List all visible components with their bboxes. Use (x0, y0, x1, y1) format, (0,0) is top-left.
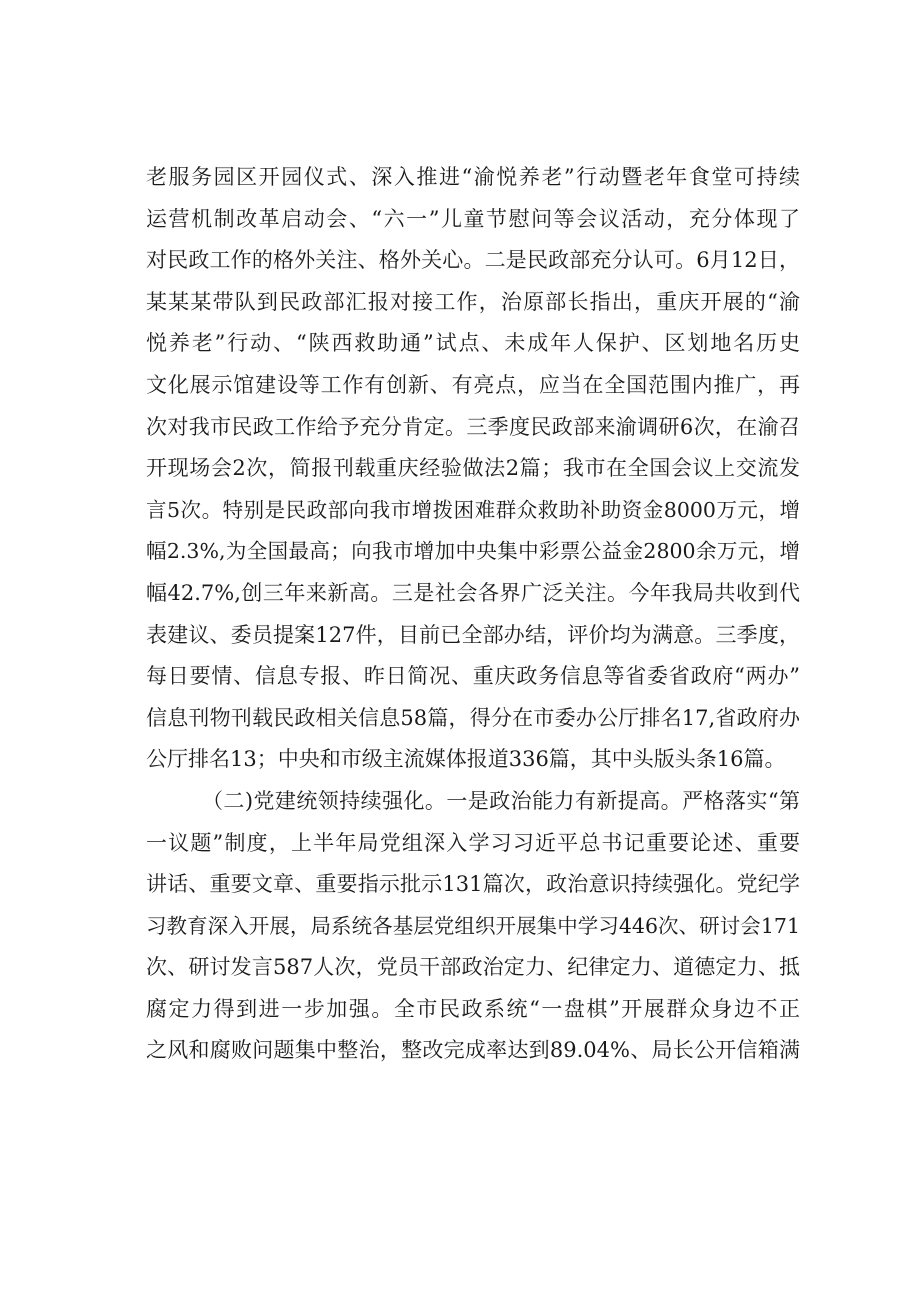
text-line: 对民政工作的格外关注、格外关心。二是民政部充分认可。6月12日， (146, 248, 800, 273)
text-line: 幅2.3%,为全国最高；向我市增加中央集中彩票公益金2800余万元，增 (146, 539, 800, 564)
text-line: 言5次。特别是民政部向我市增拨困难群众救助补助资金8000万元，增 (146, 497, 800, 522)
text-line: 之风和腐败问题集中整治，整改完成率达到89.04%、局长公开信箱满 (146, 1038, 800, 1063)
text-line: 幅42.7%,创三年来新高。三是社会各界广泛关注。今年我局共收到代 (146, 580, 800, 605)
text-line: 信息刊物刊载民政相关信息58篇，得分在市委办公厅排名17,省政府办 (146, 705, 800, 730)
text-line: 讲话、重要文章、重要指示批示131篇次，政治意识持续强化。党纪学 (146, 872, 800, 897)
text-line: 悦养老”行动、“陕西救助通”试点、未成年人保护、区划地名历史 (146, 331, 800, 356)
text-line: 老服务园区开园仪式、深入推进“渝悦养老”行动暨老年食堂可持续 (146, 165, 800, 189)
text-line: 文化展示馆建设等工作有创新、有亮点，应当在全国范围内推广，再 (146, 372, 800, 397)
text-line: 开现场会2次，简报刊载重庆经验做法2篇；我市在全国会议上交流发 (146, 456, 800, 481)
section-heading-line: （二)党建统领持续强化。一是政治能力有新提高。严格落实“第 (202, 788, 800, 813)
text-line: 表建议、委员提案127件，目前已全部办结，评价均为满意。三季度， (146, 622, 800, 647)
text-line: 一议题”制度，上半年局党组深入学习习近平总书记重要论述、重要 (146, 830, 800, 855)
text-line: 每日要情、信息专报、昨日简况、重庆政务信息等省委省政府“两办” (146, 664, 800, 689)
text-line: 公厅排名13；中央和市级主流媒体报道336篇，其中头版头条16篇。 (146, 747, 786, 772)
body-text (146, 157, 800, 1072)
text-line: 运营机制改革启动会、“六一”儿童节慰问等会议活动，充分体现了 (146, 206, 800, 231)
text-line: 腐定力得到进一步加强。全市民政系统“一盘棋”开展群众身边不正 (146, 996, 800, 1021)
text-line: 次、研讨发言587人次，党员干部政治定力、纪律定力、道德定力、抵 (146, 955, 800, 980)
text-line: 某某某带队到民政部汇报对接工作，治原部长指出，重庆开展的“渝 (146, 289, 800, 314)
text-line: 习教育深入开展，局系统各基层党组织开展集中学习446次、研讨会171 (146, 913, 800, 938)
text-line: 次对我市民政工作给予充分肯定。三季度民政部来渝调研6次，在渝召 (146, 414, 800, 439)
